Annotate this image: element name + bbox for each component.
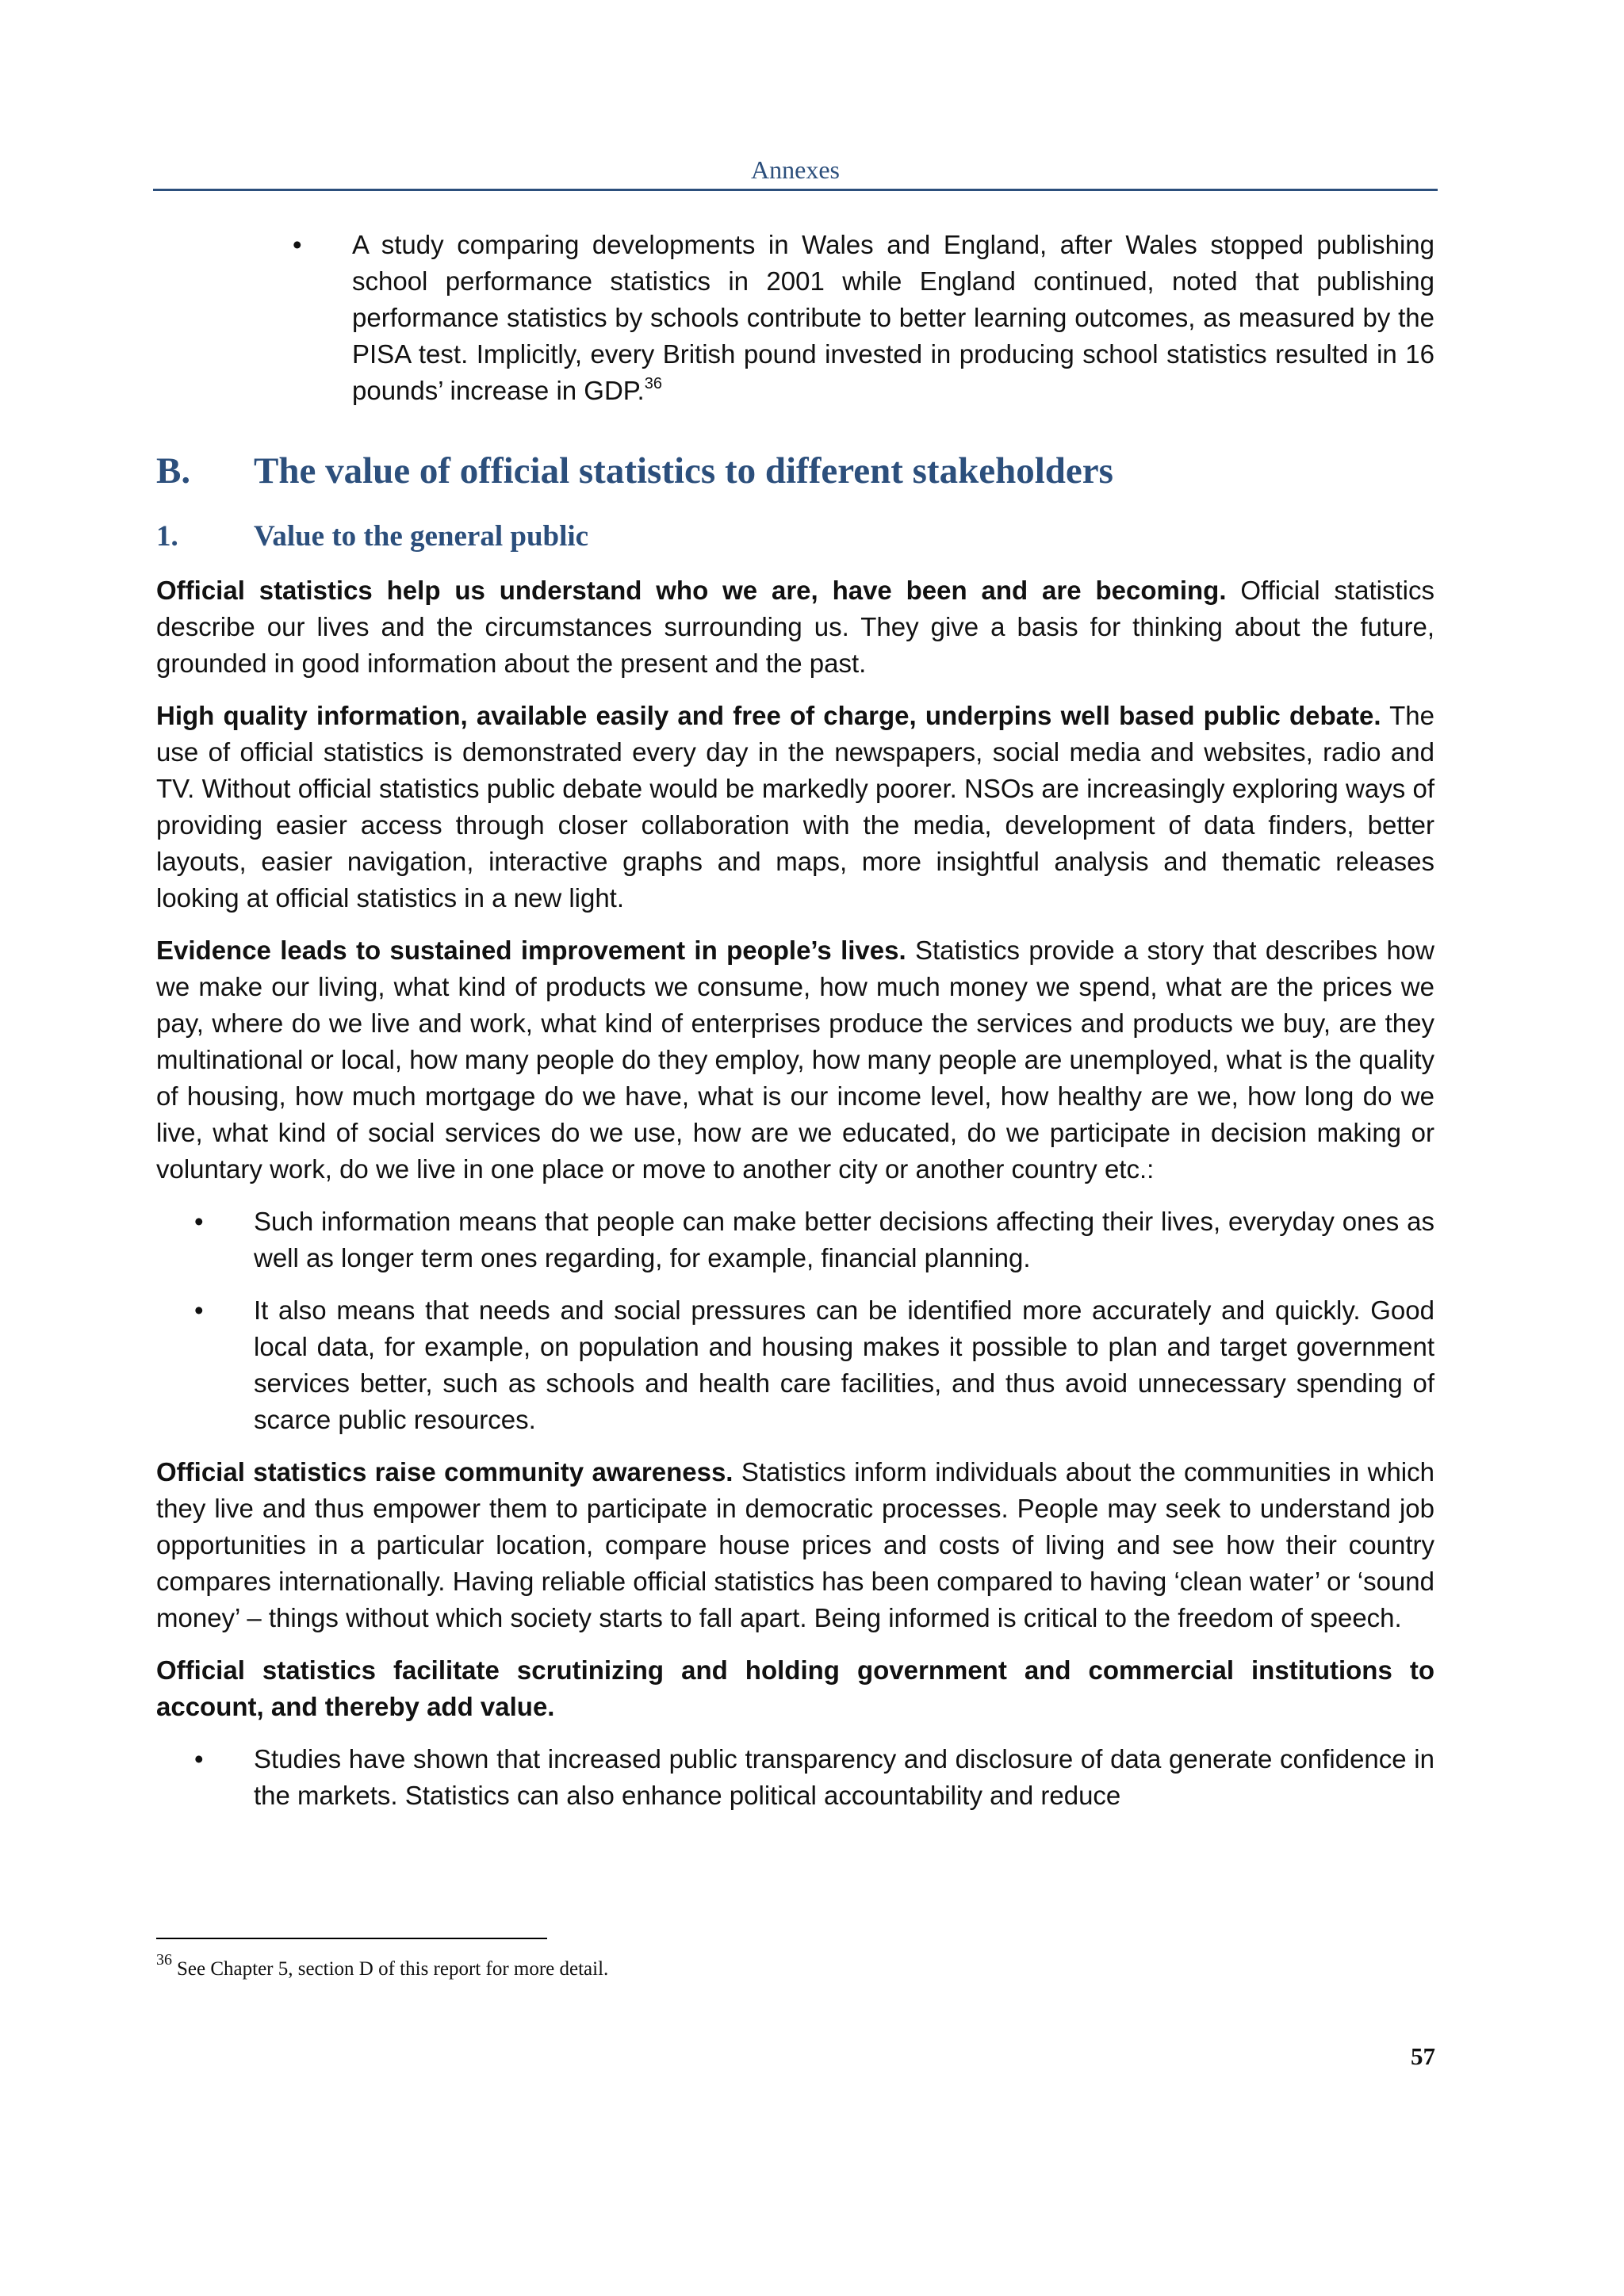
list-item bbox=[156, 1741, 1434, 1814]
paragraph-awareness bbox=[156, 1454, 1434, 1636]
page-body bbox=[156, 227, 1434, 1830]
footnote-separator bbox=[156, 1938, 547, 1939]
intro-bullet bbox=[156, 227, 1434, 409]
paragraph-lead: High quality information, available easily and free of charge, underpins well based public debate. bbox=[156, 701, 1381, 730]
paragraph-scrutiny bbox=[156, 1652, 1434, 1725]
list-item-text: Studies have shown that increased public transparency and disclosure of data generate confidence in the markets. Statistics can also enhance political accountability and reduce bbox=[254, 1744, 1434, 1810]
paragraph-lead: Official statistics facilitate scrutinizing and holding government and commercial institutions to account, and thereby add value. bbox=[156, 1655, 1434, 1721]
page-number: 57 bbox=[1411, 2042, 1435, 2070]
paragraph-body: Official statistics describe our lives and the circumstances surrounding us. They give a basis for thinking about the future, grounded in good information about the present and the past. bbox=[156, 576, 1435, 678]
subsection-title: Value to the general public bbox=[254, 520, 589, 553]
bullet-symbol: • bbox=[293, 230, 302, 259]
list-item-text: It also means that needs and social pressures can be identified more accurately and quickly. Good local data, for example, on population and housing makes it possible to plan and target government services better, such as schools and health care facilities, and thus avoid unnecessary spending of scarce public resources. bbox=[254, 1295, 1434, 1434]
paragraph-lead: Evidence leads to sustained improvement in people’s lives. bbox=[156, 936, 906, 965]
paragraph-public-debate bbox=[156, 698, 1434, 916]
list-item-text: Such information means that people can make better decisions affecting their lives, everyday ones as well as longer term ones regarding, for example, financial planning. bbox=[254, 1207, 1434, 1272]
bullet-symbol: • bbox=[194, 1744, 204, 1774]
header-rule bbox=[153, 189, 1438, 191]
list-item bbox=[156, 1203, 1434, 1276]
paragraph-body: Statistics provide a story that describes how we make our living, what kind of products we consume, how much money we spend, what are the prices we pay, where do we live and work, what kind of enterprises produce the services and products we buy, are they multinational or local, how many people do they employ, how many people are unemployed, what is the quality of housing, how much mortgage do we have, what is our income level, how healthy are we, how long do we live, what kind of social services do we use, how are we educated, do we participate in decision making or voluntary work, do we live in one place or move to another city or another country etc.: bbox=[156, 936, 1434, 1184]
footnote-text: See Chapter 5, section D of this report for more detail. bbox=[177, 1958, 609, 1980]
section-title: The value of official statistics to different stakeholders bbox=[254, 450, 1113, 492]
footnote-number: 36 bbox=[156, 1950, 172, 1969]
bullet-symbol: • bbox=[194, 1295, 204, 1325]
subsection-heading bbox=[156, 517, 1434, 557]
paragraph-body: The use of official statistics is demonstrated every day in the newspapers, social media and websites, radio and TV. Without official statistics public debate would be markedly poorer. NSOs are increasingly exploring ways of providing easier access through closer collaboration with the media, development of data finders, better layouts, easier navigation, interactive graphs and maps, more insightful analysis and thematic releases looking at official statistics in a new light. bbox=[156, 701, 1434, 913]
paragraph-evidence bbox=[156, 932, 1434, 1188]
intro-bullet-text: A study comparing developments in Wales and England, after Wales stopped publishing school performance statistics in 2001 while England continued, noted that publishing performance statistics by schools contribute to better learning outcomes, as measured by the PISA test. Implicitly, every British pound invested in producing school statistics resulted in 16 pounds’ increase in GDP. bbox=[352, 230, 1434, 405]
footnote bbox=[156, 1950, 609, 1980]
footnote-ref[interactable]: 36 bbox=[644, 375, 662, 392]
paragraph-understanding bbox=[156, 572, 1434, 682]
list-item bbox=[156, 1292, 1434, 1438]
paragraph-body: Statistics inform individuals about the communities in which they live and thus empower them to participate in democratic processes. People may seek to understand job opportunities in a particular location, compare house prices and costs of living and see how their country compares internationally. Having reliable official statistics has been compared to having ‘clean water’ or ‘sound money’ – things without which society starts to fall apart. Being informed is critical to the freedom of speech. bbox=[156, 1457, 1434, 1632]
paragraph-lead: Official statistics raise community awareness. bbox=[156, 1457, 733, 1487]
section-heading bbox=[156, 447, 1434, 495]
subsection-number: 1. bbox=[156, 520, 178, 553]
section-number: B. bbox=[156, 450, 191, 492]
running-header: Annexes bbox=[751, 155, 840, 184]
paragraph-lead: Official statistics help us understand who we are, have been and are becoming. bbox=[156, 576, 1227, 605]
bullet-symbol: • bbox=[194, 1207, 204, 1236]
